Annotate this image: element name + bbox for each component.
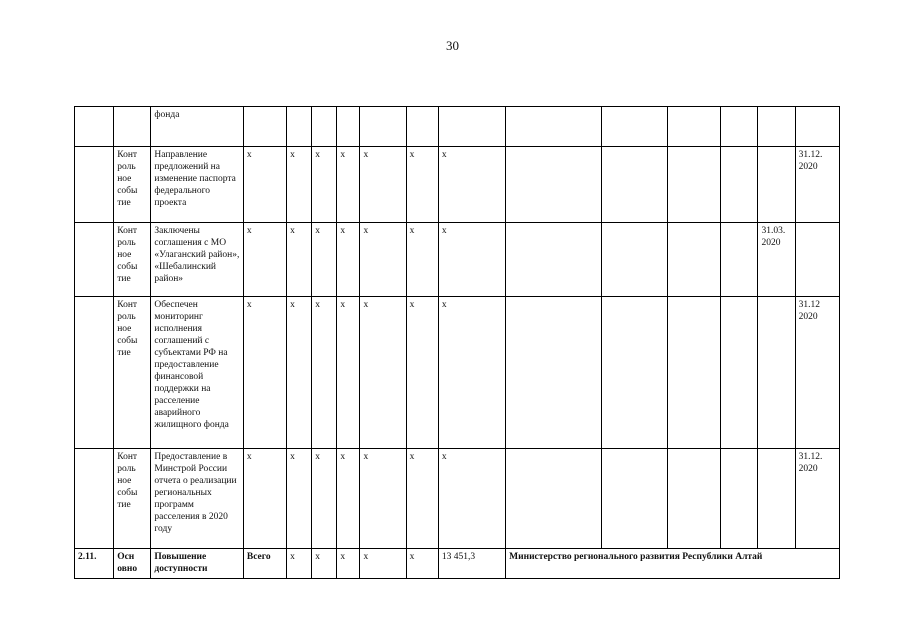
cell-mark: х bbox=[438, 147, 505, 223]
cell-mark: х bbox=[438, 449, 505, 549]
cell-num bbox=[75, 297, 114, 449]
cell bbox=[243, 107, 286, 147]
cell-mark: х bbox=[406, 449, 438, 549]
cell bbox=[721, 147, 758, 223]
cell-mark: х bbox=[360, 297, 406, 449]
cell-mark: х bbox=[287, 147, 312, 223]
cell bbox=[668, 449, 721, 549]
cell-ministry: Министерство регионального развития Республики Алтай bbox=[506, 549, 840, 579]
cell-date: 31.12 2020 bbox=[795, 297, 839, 449]
page-number: 30 bbox=[446, 38, 459, 53]
cell bbox=[721, 107, 758, 147]
cell-num bbox=[75, 223, 114, 297]
table-row bbox=[75, 107, 840, 147]
cell-mark: х bbox=[312, 449, 337, 549]
cell-date bbox=[795, 223, 839, 297]
cell-mark: х bbox=[287, 223, 312, 297]
cell-total: Всего bbox=[243, 549, 286, 579]
table-row bbox=[75, 147, 840, 223]
cell bbox=[506, 297, 601, 449]
cell-date: 31.03. 2020 bbox=[758, 223, 795, 297]
cell-text: фонда bbox=[151, 107, 243, 147]
cell-mark: х bbox=[360, 147, 406, 223]
cell-mark: х bbox=[360, 449, 406, 549]
cell-num bbox=[75, 107, 114, 147]
cell-date: 31.12. 2020 bbox=[795, 449, 839, 549]
cell bbox=[668, 147, 721, 223]
cell bbox=[506, 107, 601, 147]
cell bbox=[337, 107, 360, 147]
cell-mark: х bbox=[337, 549, 360, 579]
cell-mark: х bbox=[438, 297, 505, 449]
cell-label: Осн овно bbox=[114, 549, 151, 579]
cell bbox=[601, 223, 667, 297]
cell-mark: х bbox=[406, 549, 438, 579]
cell-label: Конт роль ное собы тие bbox=[114, 297, 151, 449]
cell-text: Повышение доступности bbox=[151, 549, 243, 579]
cell-mark: х bbox=[337, 297, 360, 449]
cell bbox=[668, 297, 721, 449]
cell bbox=[721, 223, 758, 297]
cell-mark: х bbox=[312, 549, 337, 579]
cell-mark: х bbox=[406, 223, 438, 297]
cell-mark: х bbox=[243, 147, 286, 223]
cell-mark: х bbox=[360, 223, 406, 297]
cell-mark: х bbox=[337, 449, 360, 549]
cell-label: Конт роль ное собы тие bbox=[114, 223, 151, 297]
table-row bbox=[75, 449, 840, 549]
cell-num: 2.11. bbox=[75, 549, 114, 579]
cell bbox=[668, 107, 721, 147]
cell-mark: х bbox=[243, 297, 286, 449]
document-table bbox=[74, 106, 840, 579]
cell-mark: х bbox=[337, 147, 360, 223]
cell bbox=[506, 449, 601, 549]
cell-date bbox=[758, 297, 795, 449]
cell bbox=[721, 297, 758, 449]
cell bbox=[795, 107, 839, 147]
cell bbox=[601, 297, 667, 449]
cell-mark: х bbox=[243, 223, 286, 297]
cell bbox=[601, 147, 667, 223]
cell-mark: х bbox=[287, 449, 312, 549]
cell-mark: х bbox=[337, 223, 360, 297]
cell bbox=[601, 449, 667, 549]
cell bbox=[406, 107, 438, 147]
table-row bbox=[75, 549, 840, 579]
cell-mark: х bbox=[287, 549, 312, 579]
cell bbox=[506, 223, 601, 297]
cell-date bbox=[758, 147, 795, 223]
cell-date: 31.12. 2020 bbox=[795, 147, 839, 223]
table-row bbox=[75, 223, 840, 297]
cell-amount: 13 451,3 bbox=[438, 549, 505, 579]
cell bbox=[438, 107, 505, 147]
cell-text: Направление предложений на изменение паспорта федерального проекта bbox=[151, 147, 243, 223]
cell bbox=[601, 107, 667, 147]
cell bbox=[506, 147, 601, 223]
cell-mark: х bbox=[287, 297, 312, 449]
cell-mark: х bbox=[312, 297, 337, 449]
cell-num bbox=[75, 147, 114, 223]
cell bbox=[721, 449, 758, 549]
cell-mark: х bbox=[312, 147, 337, 223]
cell-text: Предоставление в Минстрой России отчета о реализации региональных программ расселения в 2020 году bbox=[151, 449, 243, 549]
cell-label: Конт роль ное собы тие bbox=[114, 449, 151, 549]
cell-mark: х bbox=[360, 549, 406, 579]
cell-num bbox=[75, 449, 114, 549]
cell bbox=[312, 107, 337, 147]
cell bbox=[668, 223, 721, 297]
cell-mark: х bbox=[243, 449, 286, 549]
cell-text: Обеспечен мониторинг исполнения соглашений с субъектами РФ на предоставление финансовой поддержки на расселение аварийного жилищного фонда bbox=[151, 297, 243, 449]
table-row bbox=[75, 297, 840, 449]
cell-label: Конт роль ное собы тие bbox=[114, 147, 151, 223]
cell-mark: х bbox=[438, 223, 505, 297]
cell bbox=[758, 107, 795, 147]
cell-text: Заключены соглашения с МО «Улаганский район», «Шебалинский район» bbox=[151, 223, 243, 297]
cell-date bbox=[758, 449, 795, 549]
cell-mark: х bbox=[406, 147, 438, 223]
cell bbox=[360, 107, 406, 147]
cell-label bbox=[114, 107, 151, 147]
cell bbox=[287, 107, 312, 147]
cell-mark: х bbox=[312, 223, 337, 297]
cell-mark: х bbox=[406, 297, 438, 449]
